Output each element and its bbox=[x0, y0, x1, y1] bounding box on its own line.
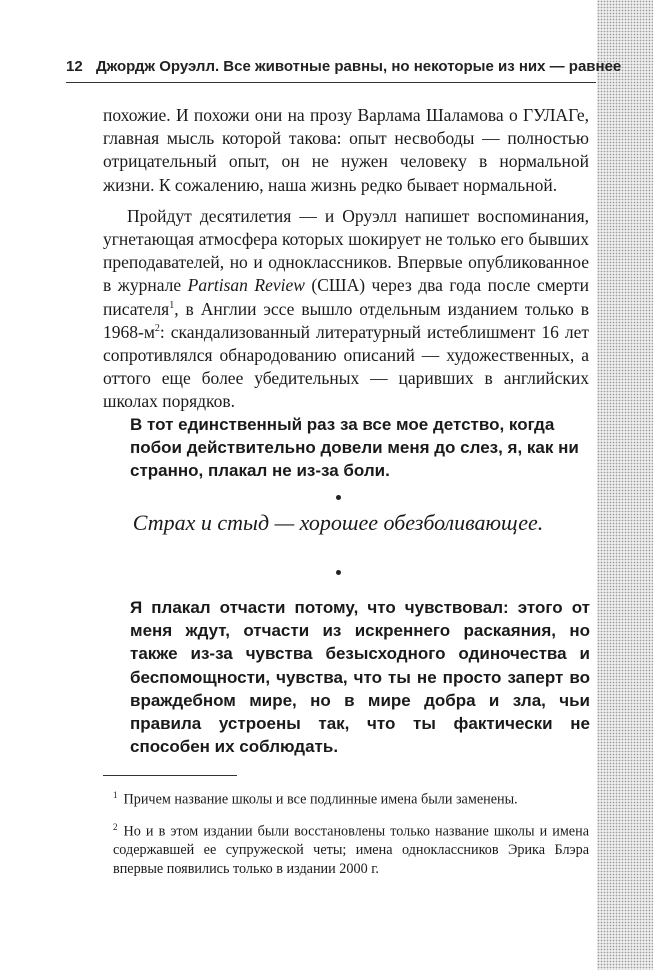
footnote-ref-2: 2 bbox=[154, 323, 160, 334]
footnote-2-number: 2 bbox=[113, 821, 118, 832]
journal-title: Partisan Review bbox=[187, 275, 305, 296]
running-title: Джордж Оруэлл. Все животные равны, но некоторые из них — равнее bbox=[96, 58, 622, 75]
footnote-1-text: Причем название школы и все подлинные имена были заменены. bbox=[123, 791, 518, 808]
separator-dot-top bbox=[336, 495, 341, 500]
header-rule bbox=[66, 82, 596, 83]
footnote-rule bbox=[103, 775, 237, 776]
page-edge-texture bbox=[597, 0, 653, 970]
main-text bbox=[103, 104, 589, 414]
quote-2-italic: Страх и стыд — хорошее обезболивающее. bbox=[132, 510, 544, 535]
separator-dot-bottom bbox=[336, 570, 341, 575]
paragraph-2-part-1: Пройдут десятилетия — и Оруэлл напишет воспоминания, угнетающая атмосфера которых шокирует не только его бывших преподавателей, но и одноклассников. Впервые опубликованное в журнале bbox=[103, 205, 589, 296]
paragraph-1: похожие. И похожи они на прозу Варлама Шаламова о ГУЛАГе, главная мысль которой такова: опыт несвободы — полностью отрицательный опыт, он не нужен человеку в нормальной жизни. К сожалению, наша жизнь редко бывает нормальной. bbox=[103, 105, 589, 195]
quote-3: Я плакал отчасти потому, что чувствовал: этого от меня ждут, отчасти из искреннего раскаяния, но также из-за чувства безысходного одиночества и беспомощности, чувства, что ты не просто заперт во враждебном мире, но в мире добра и зла, чьи правила устроены так, что ты фактически не способен их соблюдать. bbox=[130, 598, 590, 757]
paragraph-2-part-2: (США) через два года после смерти писателя bbox=[103, 275, 590, 319]
page-number: 12 bbox=[66, 58, 83, 75]
running-header bbox=[66, 58, 622, 82]
footnote-2-text: Но и в этом издании были восстановлены только название школы и имена содержавшей ее супружеской четы; имена одноклассников Эрика Блэра впервые появились только в издании 2000 г. bbox=[113, 823, 589, 877]
paragraph-2-part-4: : скандализованный литературный истеблишмент 16 лет сопротивлялся обнародованию описаний — художественных, а оттого еще более убедительных — царивших в английских школах порядков. bbox=[103, 321, 589, 412]
quote-1: В тот единственный раз за все мое детство, когда побои действительно довели меня до слез, я, как ни странно, плакал не из-за боли. bbox=[130, 415, 579, 481]
footnote-2 bbox=[103, 818, 589, 879]
footnote-1 bbox=[103, 786, 589, 810]
footnotes bbox=[103, 786, 589, 887]
paragraph-2-part-3: , в Англии эссе вышло отдельным изданием только в 1968-м bbox=[103, 298, 589, 342]
paragraph-2 bbox=[103, 205, 589, 414]
footnote-ref-1: 1 bbox=[169, 299, 175, 311]
footnote-1-number: 1 bbox=[113, 790, 118, 800]
